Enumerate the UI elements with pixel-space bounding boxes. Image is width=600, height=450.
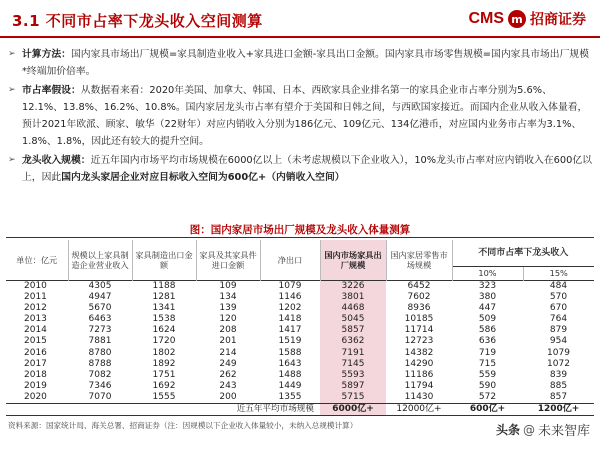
table-cell: 1624 xyxy=(152,325,176,336)
table-row xyxy=(6,370,594,381)
table-cell: 586 xyxy=(478,325,497,336)
table-cell: 11794 xyxy=(404,381,434,392)
table-cell: 484 xyxy=(549,280,568,291)
table-cell: 764 xyxy=(549,313,568,324)
table-cell: 4468 xyxy=(320,303,386,314)
bullet-list xyxy=(8,46,592,188)
table-cell: 8936 xyxy=(407,302,431,313)
table-cell: 6463 xyxy=(88,313,112,324)
col-header-group-market-share: 不同市占率下龙头收入 xyxy=(452,240,594,266)
table-cell: 572 xyxy=(478,392,497,403)
table-cell: 1588 xyxy=(278,347,302,358)
table-cell: 447 xyxy=(478,302,497,313)
cms-logo xyxy=(468,9,586,29)
table-row xyxy=(6,392,594,404)
table-cell: 1519 xyxy=(278,336,302,347)
table-cell: 5593 xyxy=(320,370,386,381)
table-caption: 图：国内家居市场出厂规模及龙头收入体量测算 xyxy=(189,224,411,236)
table-cell: 262 xyxy=(219,369,237,380)
table-cell: 1751 xyxy=(152,369,176,380)
table-cell: 11186 xyxy=(404,369,434,380)
table-cell: 509 xyxy=(478,313,497,324)
table-cell: 208 xyxy=(219,325,237,336)
bullet-leader-revenue-scale xyxy=(8,152,592,186)
bullet-text: 近五年国内市场平均市场规模在6000亿以上（未考虑规模以下企业收入），10%龙头市占率对应内销收入在600亿以上，因此 xyxy=(22,155,592,183)
table-cell: 839 xyxy=(549,369,568,380)
table-cell: 201 xyxy=(219,336,237,347)
arrow-bullet-icon: ➢ xyxy=(8,85,16,95)
table-cell: 7346 xyxy=(88,381,112,392)
table-cell: 214 xyxy=(219,347,237,358)
table-cell: 1188 xyxy=(152,280,176,291)
table-cell: 323 xyxy=(478,280,497,291)
table-cell: 7145 xyxy=(320,359,386,370)
table-cell: 7082 xyxy=(88,369,112,380)
table-cell: 2018 xyxy=(24,369,47,380)
table-cell: 1355 xyxy=(278,392,302,403)
table-cell: 380 xyxy=(478,291,497,302)
table-cell: 954 xyxy=(549,336,568,347)
table-cell: 5857 xyxy=(320,325,386,336)
table-cell: 243 xyxy=(219,381,237,392)
table-cell: 7070 xyxy=(88,392,112,403)
watermark-at: @ xyxy=(522,422,535,437)
table-cell: 2015 xyxy=(24,336,47,347)
bullet-conclusion: 国内龙头家居企业对应目标收入空间为600亿+（内销收入空间） xyxy=(61,172,345,183)
col-header-export: 家具制造出口金额 xyxy=(132,240,196,280)
table-cell: 5670 xyxy=(88,302,112,313)
summary-retail: 12000亿+ xyxy=(386,404,452,416)
table-cell: 8780 xyxy=(88,347,112,358)
col-header-import: 家具及其家具件进口金额 xyxy=(196,240,260,280)
page-title: 3.1 不同市占率下龙头收入空间测算 xyxy=(12,12,263,30)
table-cell: 2010 xyxy=(24,280,47,291)
table-cell: 249 xyxy=(219,358,237,369)
table-cell: 1146 xyxy=(278,291,302,302)
table-cell: 2017 xyxy=(24,358,47,369)
bullet-lead: 市占率假设： xyxy=(22,85,81,96)
table-cell: 1538 xyxy=(152,313,176,324)
arrow-bullet-icon: ➢ xyxy=(8,155,16,165)
table-cell: 1072 xyxy=(547,358,570,369)
summary-label: 近五年平均市场规模 xyxy=(6,404,320,416)
table-row xyxy=(6,314,594,325)
table-cell: 120 xyxy=(219,313,237,324)
table-row xyxy=(6,359,594,370)
summary-10pct: 600亿+ xyxy=(452,404,523,416)
table-row xyxy=(6,325,594,336)
table-cell: 1692 xyxy=(152,381,176,392)
table-cell: 1418 xyxy=(278,313,302,324)
table-cell: 7602 xyxy=(407,291,431,302)
watermark-name: 未来智库 xyxy=(537,424,590,439)
logo-cms-text: CMS xyxy=(468,10,504,27)
table-row xyxy=(6,347,594,358)
table-row xyxy=(6,303,594,314)
col-header-unit: 单位：亿元 xyxy=(6,240,68,280)
table-cell: 1555 xyxy=(152,392,176,403)
logo-mark-icon: m xyxy=(508,10,526,28)
bullet-text: 国内家具市场出厂规模=家具制造业收入+家具进口金额-家具出口金额。国内家具市场零售规模=国内家具市场出厂规模*终端加价倍率。 xyxy=(22,49,589,77)
table-cell: 14382 xyxy=(404,347,434,358)
table-cell: 1341 xyxy=(152,302,176,313)
header-divider xyxy=(0,36,600,38)
table-cell: 14290 xyxy=(404,358,434,369)
watermark-brand: 头条 xyxy=(495,423,520,437)
table-cell: 879 xyxy=(549,325,568,336)
table-cell: 1281 xyxy=(152,291,176,302)
bullet-lead: 计算方法： xyxy=(22,49,71,60)
col-header-net-export: 净出口 xyxy=(260,240,320,280)
table-cell: 109 xyxy=(219,280,237,291)
table-cell: 6452 xyxy=(407,280,431,291)
table-row xyxy=(6,292,594,303)
table-cell: 11430 xyxy=(404,392,434,403)
table-cell: 1802 xyxy=(152,347,176,358)
table-cell: 1079 xyxy=(547,347,570,358)
summary-row xyxy=(6,404,594,416)
table-cell: 2011 xyxy=(24,291,47,302)
logo-name: 招商证券 xyxy=(530,12,586,28)
arrow-bullet-icon: ➢ xyxy=(8,49,16,59)
caption-divider xyxy=(6,237,594,238)
table-cell: 5897 xyxy=(320,381,386,392)
table-cell: 1202 xyxy=(278,302,302,313)
table-cell: 636 xyxy=(478,336,497,347)
col-header-15pct: 15% xyxy=(549,268,568,278)
watermark xyxy=(496,420,590,439)
table-cell: 1720 xyxy=(152,336,176,347)
table-cell: 1449 xyxy=(278,381,302,392)
bullet-text: 从数据看来看：2020年美国、加拿大、韩国、日本、西欧家具企业排名第一的家具企业市占率分别为5.6%、12.1%、13.8%、16.2%、10.8%。国内家居龙头市占率有望介于美国和日韩之间，与西欧国家接近。而国内企业从收入体量看，预计2021年欧派、顾家、敏华（22财年）对应内销收入分别为186亿元、109亿元、134亿港币，对应国内业务市占率为3.1%、1.8%、1.8%，因此还有较大的提升空间。 xyxy=(22,85,588,147)
table-cell: 4305 xyxy=(88,280,112,291)
table-row xyxy=(6,336,594,347)
bullet-lead: 龙头收入规模： xyxy=(22,155,91,166)
table-row xyxy=(6,280,594,292)
table-cell: 590 xyxy=(478,381,497,392)
table-cell: 1417 xyxy=(278,325,302,336)
col-header-retail: 国内家居零售市场规模 xyxy=(386,240,452,280)
table-cell: 559 xyxy=(478,369,497,380)
page-header xyxy=(0,0,600,40)
table-cell: 885 xyxy=(549,381,568,392)
table-cell: 8788 xyxy=(88,358,112,369)
table-cell: 719 xyxy=(478,347,497,358)
table-row xyxy=(6,381,594,392)
furniture-market-table xyxy=(6,240,594,416)
table-cell: 6362 xyxy=(320,336,386,347)
summary-domestic: 6000亿+ xyxy=(320,404,386,416)
table-cell: 570 xyxy=(549,291,568,302)
table-cell: 857 xyxy=(549,392,568,403)
table-cell: 1488 xyxy=(278,369,302,380)
table-cell: 4947 xyxy=(88,291,112,302)
table-cell: 1643 xyxy=(278,358,302,369)
bullet-market-share-assumption xyxy=(8,82,592,150)
table-cell: 12723 xyxy=(404,336,434,347)
table-cell: 11714 xyxy=(404,325,434,336)
table-cell: 5715 xyxy=(320,392,386,404)
table-cell: 7191 xyxy=(320,347,386,358)
table-cell: 10185 xyxy=(404,313,434,324)
table-cell: 2019 xyxy=(24,381,47,392)
col-header-10pct: 10% xyxy=(452,266,523,280)
table-cell: 2014 xyxy=(24,325,47,336)
table-cell: 7881 xyxy=(88,336,112,347)
summary-15pct: 1200亿+ xyxy=(523,404,594,416)
table-cell: 139 xyxy=(219,302,237,313)
table-cell: 134 xyxy=(219,291,237,302)
col-header-domestic: 国内市场家具出厂规模 xyxy=(320,240,386,280)
table-cell: 715 xyxy=(478,358,497,369)
col-header-revenue: 规模以上家具制造企业营业收入 xyxy=(68,240,132,280)
table-cell: 1079 xyxy=(278,280,302,291)
table-cell: 200 xyxy=(219,392,237,403)
table-cell: 2016 xyxy=(24,347,47,358)
table-body xyxy=(6,280,594,416)
table-cell: 3801 xyxy=(320,292,386,303)
table-cell: 2012 xyxy=(24,302,47,313)
bullet-calculation-method xyxy=(8,46,592,80)
table-cell: 5045 xyxy=(320,314,386,325)
table-cell: 2020 xyxy=(24,392,47,403)
table-cell: 2013 xyxy=(24,313,47,324)
table-cell: 1892 xyxy=(152,358,176,369)
table-cell: 7273 xyxy=(88,325,112,336)
table-cell: 3226 xyxy=(320,280,386,292)
table-cell: 670 xyxy=(549,302,568,313)
source-footnote: 资料来源：国家统计局、海关总署、招商证券（注：因规模以下企业收入体量较小，未纳入总规模计算） xyxy=(8,421,358,430)
